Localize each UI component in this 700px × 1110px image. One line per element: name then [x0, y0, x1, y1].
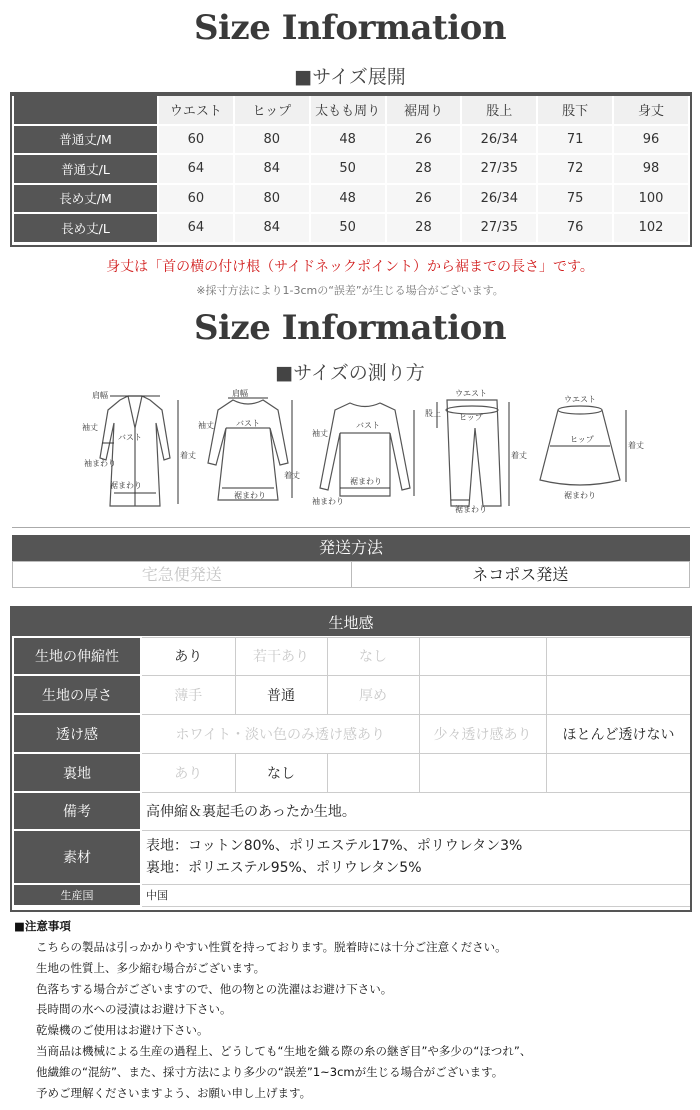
table-cell: 28 [386, 154, 462, 184]
label-matagami: 股上 [425, 409, 441, 418]
fabric-cell: なし [327, 637, 419, 675]
material-cell [141, 830, 691, 884]
fabric-heading: 生地感 [12, 606, 690, 636]
fabric-row-lining [13, 753, 691, 792]
pants-diagram [425, 388, 525, 513]
row-label: 長め丈/M [13, 184, 158, 214]
fabric-row-material [13, 830, 691, 884]
table-cell: 50 [310, 213, 386, 243]
length-definition-note: 身丈は「首の横の付け根（サイドネックポイント）から裾までの長さ」です。 [106, 259, 594, 275]
shipping-option-takkyubin: 宅急便発送 [13, 562, 352, 587]
table-cell: 48 [310, 125, 386, 155]
sweater-diagram [310, 388, 420, 513]
material-lining: 裏地：ポリエステル95%、ポリウレタン5% [146, 860, 422, 876]
fabric-row-sheerness [13, 714, 691, 753]
fabric-cell: 若干あり [235, 637, 327, 675]
fabric-cell: なし [235, 753, 327, 792]
label-mitake: 着丈 [284, 471, 300, 480]
size-table [12, 94, 690, 244]
table-cell: 84 [234, 213, 310, 243]
label-katahaba: 肩幅 [92, 391, 108, 400]
label-hip: ヒップ [459, 413, 483, 422]
column-header: 身丈 [613, 95, 689, 125]
fabric-cell [546, 637, 691, 675]
table-cell: 72 [537, 154, 613, 184]
label-susomawari: 裾まわり [455, 505, 487, 514]
fabric-row-stretch [13, 637, 691, 675]
caution-title: ■注意事項 [14, 919, 71, 933]
caution-line: 色落ちする場合がございますので、他の物との洗濯はお避け下さい。 [36, 981, 393, 996]
label-sodemawari: 袖まわり [84, 459, 116, 468]
table-cell: 96 [613, 125, 689, 155]
material-outer: 表地：コットン80%、ポリエステル17%、ポリウレタン3% [146, 838, 523, 854]
fabric-row-remarks [13, 792, 691, 830]
table-cell: 60 [158, 184, 234, 214]
caution-line: こちらの製品は引っかかりやすい性質を持っております。脱着時には十分ご注意ください。 [36, 940, 507, 954]
table-cell: 80 [234, 125, 310, 155]
divider [12, 527, 690, 528]
fabric-row-origin [13, 884, 691, 906]
origin-text: 中国 [141, 884, 691, 906]
caution-list [36, 937, 694, 1103]
table-cell: 71 [537, 125, 613, 155]
table-cell: 64 [158, 213, 234, 243]
fabric-row-thickness [13, 675, 691, 714]
caution-line: 予めご理解くださいますよう、お願い申し上げます。 [36, 1085, 312, 1100]
label-bust: バスト [356, 421, 380, 430]
fabric-table [12, 636, 692, 907]
row-label: 長め丈/L [13, 213, 158, 243]
table-row [13, 125, 689, 155]
table-cell: 84 [234, 154, 310, 184]
table-cell: 28 [386, 213, 462, 243]
fabric-cell: ホワイト・淡い色のみ透け感あり [141, 714, 419, 753]
table-cell: 26 [386, 184, 462, 214]
label-sodemawari: 袖まわり [312, 497, 344, 506]
skirt-diagram [530, 388, 644, 513]
caution-line: 当商品は機械による生産の過程上、どうしても“生地を織る際の糸の継ぎ目”や多少の“ほつれ”、 [36, 1043, 532, 1058]
table-cell: 76 [537, 213, 613, 243]
remarks-text: 高伸縮＆裏起毛のあったか生地。 [141, 792, 691, 830]
caution-line: 生地の性質上、多少縮む場合がございます。 [36, 960, 266, 975]
label-mitake: 着丈 [628, 441, 644, 450]
column-header: 太もも周り [310, 95, 386, 125]
label-susomawari: 裾まわり [110, 481, 142, 490]
label-sodetake: 袖丈 [312, 429, 328, 438]
label-bust: バスト [236, 419, 260, 428]
column-header: 股下 [537, 95, 613, 125]
dress-diagram [198, 388, 298, 513]
fabric-cell [419, 675, 546, 714]
table-cell: 26/34 [461, 184, 537, 214]
shipping-option-nekopos: ネコポス発送 [472, 565, 569, 584]
table-cell: 27/35 [461, 213, 537, 243]
label-hip: ヒップ [570, 435, 594, 444]
fabric-row-label: 素材 [13, 830, 141, 884]
label-susomawari: 裾まわり [234, 491, 266, 500]
fabric-cell: あり [141, 753, 235, 792]
fabric-row-label: 裏地 [13, 753, 141, 792]
size-info-title-2: Size Information [193, 308, 507, 348]
label-mitake: 着丈 [511, 451, 527, 460]
column-header: ヒップ [234, 95, 310, 125]
shipping-options [12, 561, 690, 588]
label-susomawari: 裾まわり [350, 477, 382, 486]
table-row [13, 213, 689, 243]
fabric-cell: 厚め [327, 675, 419, 714]
measurement-diagrams [80, 388, 644, 518]
table-cell: 64 [158, 154, 234, 184]
caution-section [14, 918, 694, 1103]
fabric-row-label: 生地の厚さ [13, 675, 141, 714]
fabric-cell [546, 753, 691, 792]
coat-diagram [80, 388, 196, 513]
fabric-cell: あり [141, 637, 235, 675]
table-cell: 60 [158, 125, 234, 155]
column-header: ウエスト [158, 95, 234, 125]
label-sodetake: 袖丈 [198, 421, 214, 430]
fabric-cell: ほとんど透けない [546, 714, 691, 753]
table-cell: 80 [234, 184, 310, 214]
fabric-cell: 少々透け感あり [419, 714, 546, 753]
fabric-row-label: 生産国 [13, 884, 141, 906]
label-susomawari: 裾まわり [564, 491, 596, 500]
table-cell: 50 [310, 154, 386, 184]
column-header: 裾周り [386, 95, 462, 125]
caution-line: 乾燥機のご使用はお避け下さい。 [36, 1023, 209, 1038]
fabric-row-label: 生地の伸縮性 [13, 637, 141, 675]
fabric-row-label: 備考 [13, 792, 141, 830]
fabric-row-label: 透け感 [13, 714, 141, 753]
caution-line: 長時間の水への浸漬はお避け下さい。 [36, 1002, 232, 1017]
table-cell: 98 [613, 154, 689, 184]
label-bust: バスト [118, 433, 142, 442]
table-cell: 26 [386, 125, 462, 155]
measuring-guide-subtitle: ■サイズの測り方 [275, 362, 425, 384]
fabric-cell [419, 637, 546, 675]
size-info-title: Size Information [193, 8, 507, 48]
label-mitake: 着丈 [180, 451, 196, 460]
row-label: 普通丈/M [13, 125, 158, 155]
caution-line: 他繊維の“混紡”、また、採寸方法により多少の“誤差”1~3cmが生じる場合がございます。 [36, 1064, 504, 1079]
table-cell: 102 [613, 213, 689, 243]
measurement-error-note: ※採寸方法により1-3cmの“誤差”が生じる場合がございます。 [196, 284, 504, 297]
label-waist: ウエスト [564, 395, 596, 404]
shipping-heading: 発送方法 [12, 535, 690, 561]
label-waist: ウエスト [455, 389, 487, 398]
fabric-cell [419, 753, 546, 792]
table-row [13, 154, 689, 184]
table-row [13, 184, 689, 214]
column-header: 股上 [461, 95, 537, 125]
size-chart-subtitle: ■サイズ展開 [294, 66, 406, 88]
row-label: 普通丈/L [13, 154, 158, 184]
table-cell: 27/35 [461, 154, 537, 184]
fabric-cell [546, 675, 691, 714]
table-cell: 26/34 [461, 125, 537, 155]
fabric-cell: 普通 [235, 675, 327, 714]
table-corner [13, 95, 158, 125]
label-katahaba: 肩幅 [232, 389, 248, 398]
fabric-cell: 薄手 [141, 675, 235, 714]
fabric-cell [327, 753, 419, 792]
table-cell: 100 [613, 184, 689, 214]
size-table-header-row [13, 95, 689, 125]
label-sodetake: 袖丈 [82, 423, 98, 432]
table-cell: 75 [537, 184, 613, 214]
table-cell: 48 [310, 184, 386, 214]
